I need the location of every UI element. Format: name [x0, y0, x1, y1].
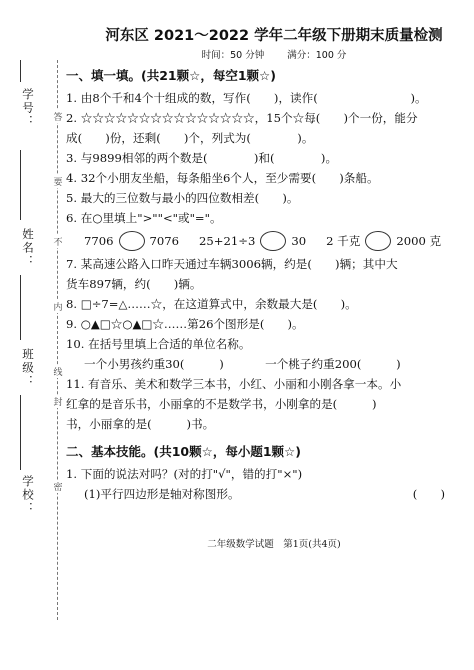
full-score: 满分：100 分 — [287, 50, 347, 61]
seal-char: 线 — [51, 365, 65, 378]
seal-char: 答 — [51, 110, 65, 123]
question-8: 8. □÷7=△……☆，在这道算式中，余数最大是( )。 — [66, 297, 357, 311]
student-id-label: 学号： — [21, 88, 35, 129]
seal-char: 封 — [51, 395, 65, 408]
class-line — [20, 275, 21, 340]
question-7-line-1: 7. 某高速公路入口昨天通过车辆3006辆，约是( )辆；其中大 — [66, 257, 398, 271]
class-label: 班级： — [21, 348, 35, 389]
section-1-title: 一、填一填。(共21颗☆，每空1颗☆) — [66, 68, 276, 83]
question-2-line-1: 2. ☆☆☆☆☆☆☆☆☆☆☆☆☆☆☆，15个☆每( )个一份，能分 — [66, 111, 418, 125]
question-10-b: 一个桃子约重200( ) — [265, 357, 401, 371]
binding-margin — [14, 60, 74, 620]
compare-row — [66, 228, 451, 254]
question-2-line-2: 成( )份，还剩( )个，列式为( )。 — [66, 131, 314, 145]
seal-char: 不 — [51, 235, 65, 248]
page-footer: 二年级数学试题 第1页(共4页) — [207, 539, 341, 550]
compare-right-1: 7076 — [149, 234, 180, 248]
question-11-line-3: 书，小丽拿的是( )书。 — [66, 417, 215, 431]
seal-char: 密 — [51, 480, 65, 493]
question-3: 3. 与9899相邻的两个数是( )和( )。 — [66, 151, 338, 165]
exam-title: 河东区 2021～2022 学年二年级下册期末质量检测 — [105, 28, 443, 44]
question-9: 9. ○▲□☆○▲□☆……第26个图形是( )。 — [66, 317, 304, 331]
compare-circle-2[interactable] — [260, 231, 286, 251]
seal-char: 内 — [51, 300, 65, 313]
school-label: 学校： — [21, 475, 35, 516]
name-label: 姓名： — [21, 228, 35, 269]
compare-circle-1[interactable] — [119, 231, 145, 251]
time-limit: 时间：50 分钟 — [201, 50, 265, 61]
exam-info — [74, 47, 474, 61]
s2-question-1-1-text: (1)平行四边形是轴对称图形。 — [84, 487, 240, 501]
s2-question-1-1 — [66, 484, 451, 504]
student-id-line — [20, 60, 21, 82]
answer-paren[interactable]: ( ) — [412, 487, 445, 501]
question-6: 6. 在○里填上">""<"或"="。 — [66, 211, 222, 225]
compare-left-1: 7706 — [84, 234, 114, 248]
question-5: 5. 最大的三位数与最小的四位数相差( )。 — [66, 191, 299, 205]
seal-char: 要 — [51, 175, 65, 188]
question-7-line-2: 货车897辆，约( )辆。 — [66, 277, 202, 291]
school-line — [20, 395, 21, 470]
question-11-line-1: 11. 有音乐、美术和数学三本书，小红、小丽和小刚各拿一本。小 — [66, 377, 402, 391]
compare-right-3: 2000 克 — [396, 234, 442, 248]
question-4: 4. 32个小朋友坐船，每条船坐6个人，至少需要( )条船。 — [66, 171, 379, 185]
question-10: 10. 在括号里填上合适的单位名称。 — [66, 337, 251, 351]
compare-circle-3[interactable] — [365, 231, 391, 251]
section-2-title: 二、基本技能。(共10颗☆，每小题1颗☆) — [66, 444, 301, 459]
compare-left-3: 2 千克 — [326, 234, 361, 248]
compare-left-2: 25+21÷3 — [199, 234, 256, 248]
question-11-line-2: 红拿的是音乐书，小丽拿的不是数学书，小刚拿的是( ) — [66, 397, 377, 411]
question-10-items — [66, 354, 451, 374]
seal-line — [57, 60, 58, 620]
compare-right-2: 30 — [291, 234, 307, 248]
s2-question-1: 1. 下面的说法对吗？(对的打"√"，错的打"×") — [66, 467, 303, 481]
exam-content — [66, 64, 451, 504]
name-line — [20, 150, 21, 220]
question-10-a: 一个小男孩约重30( ) — [84, 357, 224, 371]
question-1: 1. 由8个千和4个十组成的数，写作( )，读作( )。 — [66, 91, 427, 105]
